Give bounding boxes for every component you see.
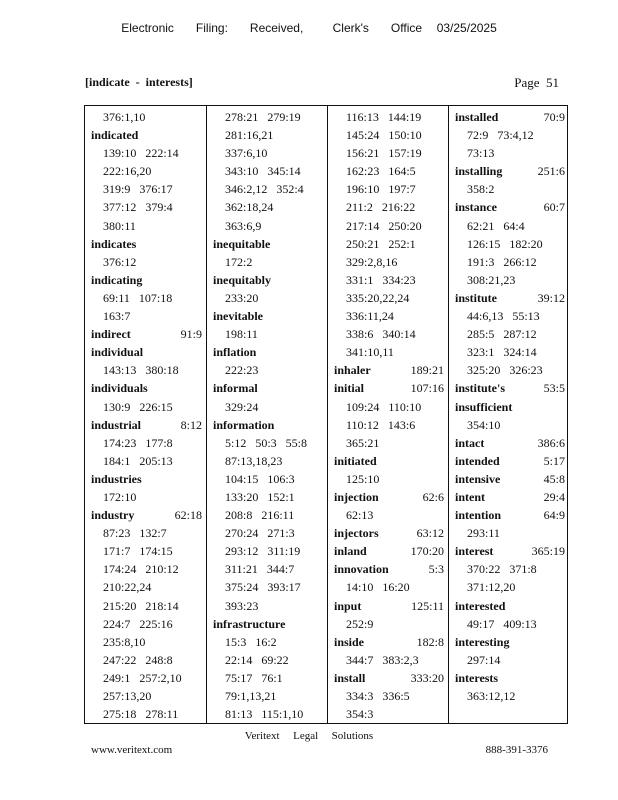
index-term-ref: 39:12: [537, 290, 565, 305]
index-term-word: intention: [455, 508, 502, 523]
index-reference: 376:1,10: [103, 110, 146, 124]
index-term-ref: 170:20: [410, 544, 444, 559]
index-reference: 319:9 376:17: [103, 182, 173, 197]
index-reference: 338:6 340:14: [346, 327, 416, 342]
index-term-word: installing: [455, 164, 503, 179]
index-reference: 252:9: [346, 616, 374, 631]
index-reference: 249:1 257:2,10: [103, 670, 182, 685]
index-reference: 104:15 106:3: [225, 471, 295, 486]
index-column-1: [85, 106, 206, 723]
index-term-word: inland: [334, 544, 367, 559]
index-reference: 354:3: [346, 707, 374, 722]
index-reference: 375:24 393:17: [225, 580, 301, 595]
index-term-ref: 63:12: [416, 526, 444, 541]
index-reference: 270:24 271:3: [225, 526, 295, 541]
index-term: [91, 506, 202, 524]
index-reference: 343:10 345:14: [225, 164, 301, 179]
index-term-word: industry: [91, 508, 135, 523]
index-term: infrastructure: [213, 616, 286, 631]
index-reference: 81:13 115:1,10: [225, 707, 304, 722]
index-reference: 15:3 16:2: [225, 634, 277, 649]
index-reference: 335:20,22,24: [346, 290, 410, 305]
index-reference: 380:11: [103, 218, 136, 233]
index-term-word: indirect: [91, 327, 131, 342]
index-reference: 235:8,10: [103, 634, 146, 649]
index-reference: 110:12 143:6: [346, 417, 416, 432]
index-term-word: instance: [455, 200, 497, 215]
index-term-word: injectors: [334, 526, 379, 541]
index-reference: 109:24 110:10: [346, 399, 422, 414]
index-term-word: inhaler: [334, 363, 371, 378]
index-term: indicating: [91, 272, 143, 287]
index-term-word: interest: [455, 544, 494, 559]
index-term: [334, 669, 444, 687]
index-term: [334, 597, 444, 615]
index-reference: 336:11,24: [346, 309, 394, 324]
index-reference: 354:10: [467, 417, 501, 432]
index-reference: 191:3 266:12: [467, 254, 537, 269]
index-reference: 329:24: [225, 399, 259, 414]
page-number: Page 51: [514, 75, 559, 90]
index-term: inevitable: [213, 309, 263, 324]
index-reference: 145:24 150:10: [346, 128, 422, 143]
index-term: [455, 506, 565, 524]
index-term-word: intensive: [455, 471, 501, 486]
index-term: [91, 325, 202, 343]
index-term-word: intact: [455, 435, 485, 450]
index-term: informal: [213, 381, 258, 396]
index-term: industries: [91, 471, 142, 486]
index-reference: 365:21: [346, 435, 380, 450]
index-term: [334, 488, 444, 506]
index-term-ref: 60:7: [543, 200, 565, 215]
index-term-ref: 125:11: [411, 598, 444, 613]
index-reference: 87:23 132:7: [103, 526, 167, 541]
index-reference: 215:20 218:14: [103, 598, 179, 613]
index-term: [455, 379, 565, 397]
index-term: interests: [455, 670, 499, 685]
index-reference: 344:7 383:2,3: [346, 652, 419, 667]
index-reference: 171:7 174:15: [103, 544, 173, 559]
index-term: inflation: [213, 345, 257, 360]
index-column-2: [206, 106, 327, 723]
index-column-4: [448, 106, 569, 723]
index-term-word: inside: [334, 634, 365, 649]
index-term: [334, 560, 444, 578]
index-reference: 208:8 216:11: [225, 508, 295, 523]
index-reference: 323:1 324:14: [467, 345, 537, 360]
index-term: [455, 542, 565, 560]
footer-company: Veritext Legal Solutions: [244, 730, 374, 742]
index-term: [334, 542, 444, 560]
index-reference: 130:9 226:15: [103, 399, 173, 414]
index-reference: 49:17 409:13: [467, 616, 537, 631]
index-term-ref: 64:9: [543, 508, 565, 523]
index-reference: 250:21 252:1: [346, 236, 416, 251]
index-reference: 346:2,12 352:4: [225, 182, 304, 197]
index-reference: 198:11: [225, 327, 258, 342]
index-term: inequitable: [213, 236, 271, 251]
index-term-ref: 333:20: [410, 670, 444, 685]
index-reference: 334:3 336:5: [346, 689, 410, 703]
index-reference: 172:10: [103, 489, 137, 504]
index-reference: 211:2 216:22: [346, 200, 416, 215]
index-reference: 311:21 344:7: [225, 562, 295, 577]
index-reference: 143:13 380:18: [103, 363, 179, 378]
index-term: indicates: [91, 236, 137, 251]
index-term: initiated: [334, 453, 377, 468]
index-term: [455, 452, 565, 470]
index-term: information: [213, 417, 275, 432]
index-reference: 126:15 182:20: [467, 236, 543, 251]
index-reference: 162:23 164:5: [346, 164, 416, 179]
index-reference: 376:12: [103, 254, 137, 269]
index-reference: 210:22,24: [103, 580, 152, 595]
index-term-ref: 365:19: [531, 544, 565, 559]
index-reference: 363:6,9: [225, 218, 262, 233]
index-term-ref: 386:6: [537, 435, 565, 450]
word-index-table: [84, 105, 568, 724]
index-term: [334, 379, 444, 397]
index-term-word: installed: [455, 110, 499, 124]
index-reference: 377:12 379:4: [103, 200, 173, 215]
index-reference: 257:13,20: [103, 689, 152, 703]
index-reference: 247:22 248:8: [103, 652, 173, 667]
index-reference: 393:23: [225, 598, 259, 613]
index-term-word: industrial: [91, 417, 142, 432]
index-term-word: institute: [455, 290, 497, 305]
index-reference: 224:7 225:16: [103, 616, 173, 631]
index-reference: 217:14 250:20: [346, 218, 422, 233]
index-term: interesting: [455, 634, 510, 649]
index-term-ref: 107:16: [410, 381, 444, 396]
index-reference: 362:18,24: [225, 200, 274, 215]
index-term-word: innovation: [334, 562, 389, 577]
index-term: individuals: [91, 381, 148, 396]
index-term-ref: 45:8: [543, 471, 565, 486]
index-reference: 297:14: [467, 652, 501, 667]
index-reference: 371:12,20: [467, 580, 516, 595]
index-range: [indicate - interests]: [85, 75, 193, 89]
index-reference: 69:11 107:18: [103, 290, 173, 305]
index-reference: 172:2: [225, 254, 253, 269]
index-reference: 278:21 279:19: [225, 110, 301, 124]
index-term-ref: 189:21: [410, 363, 444, 378]
index-term-ref: 91:9: [180, 327, 202, 342]
index-reference: 116:13 144:19: [346, 110, 422, 124]
index-column-3: [327, 106, 448, 723]
index-term-ref: 8:12: [180, 417, 202, 432]
index-term-word: intended: [455, 453, 500, 468]
index-term-ref: 251:6: [537, 164, 565, 179]
index-reference: 285:5 287:12: [467, 327, 537, 342]
index-term: individual: [91, 345, 144, 360]
index-term: insufficient: [455, 399, 513, 414]
index-reference: 87:13,18,23: [225, 453, 283, 468]
index-reference: 293:12 311:19: [225, 544, 301, 559]
index-reference: 44:6,13 55:13: [467, 309, 540, 324]
filing-stamp: Electronic Filing: Received, Clerk's Office 03/25/2025: [121, 21, 497, 35]
index-reference: 325:20 326:23: [467, 363, 543, 378]
index-term-ref: 5:3: [428, 562, 444, 577]
index-term: [455, 434, 565, 452]
index-reference: 14:10 16:20: [346, 580, 410, 595]
index-reference: 196:10 197:7: [346, 182, 416, 197]
index-term-ref: 62:6: [422, 489, 444, 504]
index-term: inequitably: [213, 272, 272, 287]
index-term-ref: 62:18: [174, 508, 202, 523]
index-reference: 370:22 371:8: [467, 562, 537, 577]
index-reference: 358:2: [467, 182, 495, 197]
index-reference: 233:20: [225, 290, 259, 305]
index-term: [455, 488, 565, 506]
index-term: [455, 470, 565, 488]
index-reference: 337:6,10: [225, 146, 268, 161]
index-term-ref: 70:9: [543, 110, 565, 124]
index-term-word: input: [334, 598, 362, 613]
index-reference: 156:21 157:19: [346, 146, 422, 161]
index-term: [455, 198, 565, 216]
index-reference: 22:14 69:22: [225, 652, 289, 667]
index-reference: 79:1,13,21: [225, 689, 277, 703]
footer-phone: 888-391-3376: [485, 744, 548, 756]
index-reference: 222:23: [225, 363, 259, 378]
index-term-ref: 182:8: [416, 634, 444, 649]
index-term: [455, 289, 565, 307]
index-reference: 281:16,21: [225, 128, 274, 143]
index-reference: 341:10,11: [346, 345, 394, 360]
index-reference: 293:11: [467, 526, 500, 541]
index-reference: 275:18 278:11: [103, 707, 179, 722]
index-term: [334, 524, 444, 542]
index-reference: 222:16,20: [103, 164, 152, 179]
index-term: [91, 416, 202, 434]
index-term-word: install: [334, 670, 366, 685]
index-term-word: intent: [455, 489, 485, 504]
index-reference: 75:17 76:1: [225, 670, 283, 685]
index-reference: 5:12 50:3 55:8: [225, 435, 308, 450]
index-term: [455, 162, 565, 180]
index-term: [334, 633, 444, 651]
index-reference: 174:23 177:8: [103, 435, 173, 450]
index-reference: 308:21,23: [467, 272, 516, 287]
index-term-ref: 5:17: [543, 453, 565, 468]
index-reference: 72:9 73:4,12: [467, 128, 534, 143]
index-reference: 174:24 210:12: [103, 562, 179, 577]
footer-website: www.veritext.com: [91, 744, 173, 756]
index-reference: 163:7: [103, 309, 131, 324]
index-term: interested: [455, 598, 506, 613]
index-term: [455, 108, 565, 126]
index-reference: 73:13: [467, 146, 495, 161]
index-reference: 363:12,12: [467, 689, 516, 703]
index-term-word: injection: [334, 489, 379, 504]
index-reference: 133:20 152:1: [225, 489, 295, 504]
index-reference: 125:10: [346, 471, 380, 486]
index-reference: 62:13: [346, 508, 374, 523]
index-reference: 329:2,8,16: [346, 254, 398, 269]
index-term: [334, 361, 444, 379]
index-reference: 184:1 205:13: [103, 453, 173, 468]
index-term: indicated: [91, 128, 139, 143]
index-reference: 62:21 64:4: [467, 218, 525, 233]
index-term-ref: 53:5: [543, 381, 565, 396]
index-reference: 139:10 222:14: [103, 146, 179, 161]
index-term-word: institute's: [455, 381, 506, 396]
index-term-word: initial: [334, 381, 365, 396]
index-reference: 331:1 334:23: [346, 272, 416, 287]
index-term-ref: 29:4: [543, 489, 565, 504]
